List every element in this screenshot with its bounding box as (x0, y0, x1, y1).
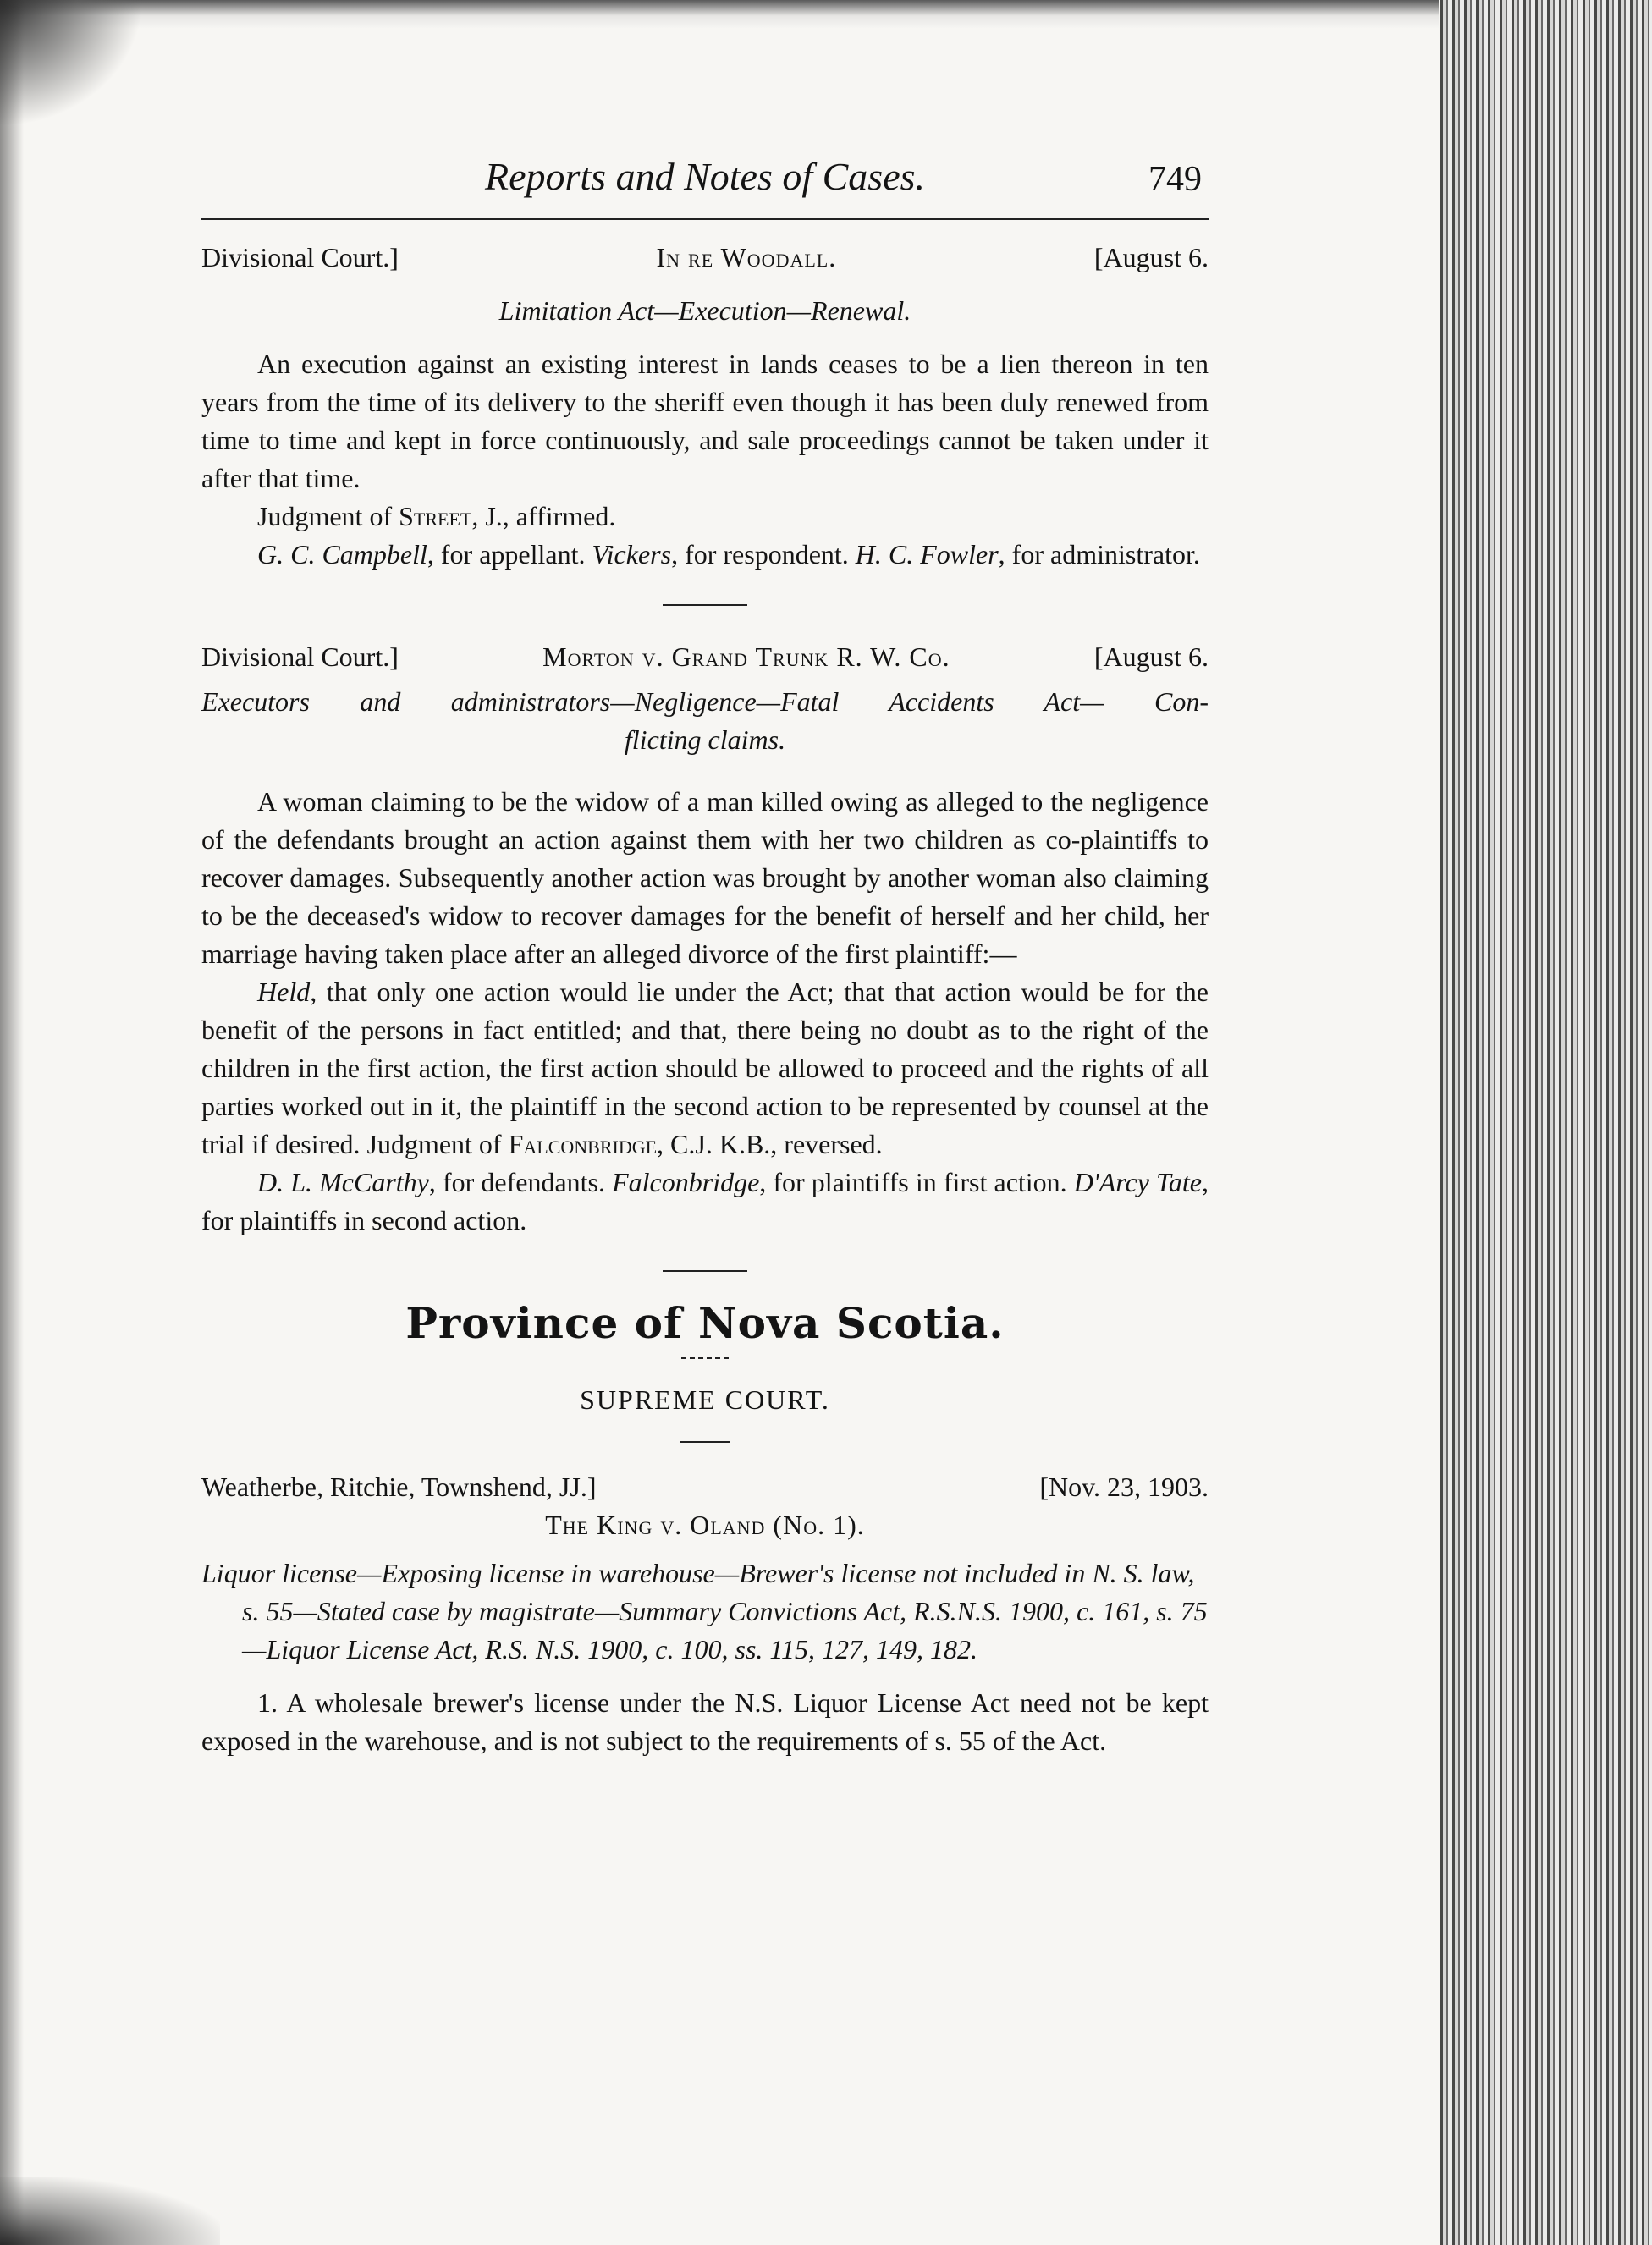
counsel-role: , for respondent. (671, 539, 856, 570)
case-title: In re Woodall. (656, 242, 837, 272)
case-date: [August 6. (1093, 242, 1209, 272)
case-subject: Limitation Act—Execution—Renewal. (498, 295, 911, 326)
section-divider (663, 1270, 747, 1272)
section-divider (663, 604, 747, 606)
counsel-role: , for appellant. (427, 539, 592, 570)
court-name: Divisional Court.] (201, 641, 399, 672)
judge-name: Street (399, 501, 472, 531)
running-title: Reports and Notes of Cases. (484, 155, 926, 198)
counsel-name: G. C. Campbell (257, 539, 427, 570)
page-number: 749 (1148, 160, 1202, 199)
held-text: , that only one action would lie under the Act; that that action would be for the benefit of the persons in fact entitled; and that, there being no doubt as to the right of the children in the first action, the first action should be allowed to proceed and the rights of all parties worked out in it, the plaintiff in the second action to be represented by counsel at the trial if desired. Judgment of (201, 977, 1209, 1159)
running-head (201, 144, 1209, 220)
counsel-role: , for plaintiffs in first action. (759, 1167, 1074, 1197)
counsel-name: H. C. Fowler (855, 539, 999, 570)
counsel-role: , for plaintiffs in second action. (201, 1167, 1209, 1235)
held-paragraph (201, 973, 1209, 1164)
province-heading: Province of Nova Scotia. (405, 1298, 1005, 1348)
counsel-line (201, 1164, 1209, 1240)
counsel-name: Falconbridge (612, 1167, 760, 1197)
judgment-text: , J., affirmed. (471, 501, 616, 531)
case-subject: Liquor license—Exposing license in warehouse—Brewer's license not included in N. S. law, s. 55—Stated case by magistrate—Summary Convictions Act, R.S.N.S. 1900, c. 161, s. 75—Liquor License Act, R.S. N.S. 1900, c. 100, ss. 115, 127, 149, 182. (201, 1558, 1208, 1664)
case-date: [August 6. (1093, 641, 1209, 672)
case-body: A woman claiming to be the widow of a man killed owing as alleged to the negligence of the defendants brought an action against them with her two children as co-plaintiffs to recover damages. Subsequently another action was brought by another woman also claiming to be the deceased's widow to recover damages for the benefit of herself and her child, her marriage having taken place after an alleged divorce of the first plaintiff:— (201, 786, 1209, 969)
judgment-text: Judgment of (257, 501, 399, 531)
judgment-text: , C.J. K.B., reversed. (657, 1129, 883, 1159)
court-name: Divisional Court.] (201, 242, 399, 272)
case-title: Morton v. Grand Trunk R. W. Co. (542, 641, 950, 672)
scan-left-shadow (0, 0, 24, 2245)
counsel-role: , for administrator. (998, 539, 1200, 570)
counsel-line (201, 536, 1209, 574)
scan-bottom-corner-shadow (0, 2177, 220, 2245)
counsel-name: Vickers (592, 539, 672, 570)
held-label: Held (257, 977, 311, 1007)
scan-top-shadow (0, 0, 1439, 29)
counsel-name: D'Arcy Tate (1073, 1167, 1203, 1197)
case-body: 1. A wholesale brewer's license under the N.S. Liquor License Act need not be kept exposed in the warehouse, and is not subject to the requirements of s. 55 of the Act. (201, 1687, 1209, 1756)
case-date: [Nov. 23, 1903. (1039, 1472, 1209, 1502)
scan-binding-edge (1440, 0, 1652, 2245)
page (201, 144, 1209, 1760)
case-header (201, 638, 1209, 676)
case-header (201, 1468, 1209, 1506)
case-subject: Executors and administrators—Negligence—Fatal Accidents Act— Con- (201, 686, 1209, 717)
case-body: An execution against an existing interest in lands ceases to be a lien thereon in ten years from the time of its delivery to the sheriff even though it has been duly renewed from time to time and kept in force continuously, and sale proceedings cannot be taken under it after that time. (201, 349, 1209, 493)
case-subject: flicting claims. (624, 724, 786, 755)
case-header (201, 239, 1209, 277)
judgment-line (201, 498, 1209, 536)
counsel-role: , for defendants. (428, 1167, 613, 1197)
section-divider (680, 1441, 730, 1443)
judges-names: Weatherbe, Ritchie, Townshend, JJ.] (201, 1472, 597, 1502)
section-divider (681, 1357, 729, 1359)
counsel-name: D. L. McCarthy (257, 1167, 429, 1197)
court-heading: SUPREME COURT. (580, 1384, 830, 1415)
judge-name: Falconbridge (508, 1129, 658, 1159)
case-title: The King v. Oland (No. 1). (545, 1510, 865, 1540)
